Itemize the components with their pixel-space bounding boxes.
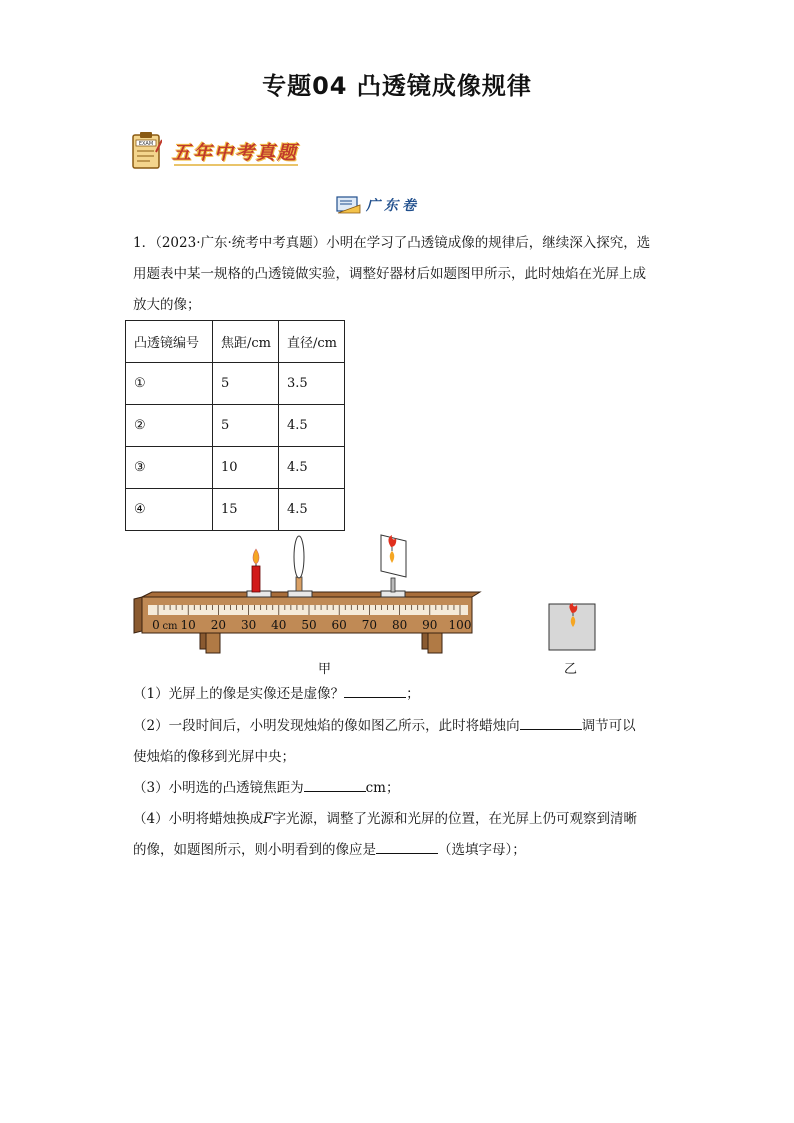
subquestion-4-text-a: （4）小明将蜡烛换成 [133, 811, 264, 827]
ruler-tick-label: 100 [448, 618, 472, 632]
figure-label-yi: 乙 [564, 662, 578, 677]
answer-blank-3[interactable] [304, 779, 366, 792]
table-cell: 10 [213, 447, 279, 489]
bench-leg-right-side [422, 633, 428, 649]
subquestion-4 [133, 804, 663, 866]
subquestion-4-F: F [263, 811, 273, 827]
ruler-tick-label: 20 [210, 618, 227, 632]
table-row [126, 447, 345, 489]
lens-holder [288, 591, 312, 597]
bench-end [134, 597, 142, 633]
question-stem-line2: 用题表中某一规格的凸透镜做实验，调整好器材后如题图甲所示，此时烛焰在光屏上成 [133, 266, 646, 282]
table-header-cell: 直径/cm [279, 321, 345, 363]
screen-post [391, 578, 395, 592]
table-cell: ② [126, 405, 213, 447]
banner-label: 五年中考真题 [172, 142, 299, 164]
ruler-scale-strip [148, 605, 468, 615]
ruler-tick-label: 30 [240, 618, 257, 632]
page-title: 专题04 凸透镜成像规律 [262, 72, 532, 100]
candle [252, 566, 260, 592]
candle-flame [253, 549, 259, 564]
subquestion-1 [133, 679, 663, 710]
subquestion-2 [133, 711, 663, 773]
subquestion-2-line2: 使烛焰的像移到光屏中央； [133, 749, 295, 765]
answer-blank-4[interactable] [376, 841, 438, 854]
ruler-book-icon [336, 195, 362, 215]
lens-spec-table [125, 320, 345, 531]
ruler-tick-label: 70 [361, 618, 378, 632]
ruler-tick-label: 0 [152, 618, 160, 632]
table-header-cell: 焦距/cm [213, 321, 279, 363]
table-cell: ④ [126, 489, 213, 531]
exam-clipboard-icon [132, 132, 162, 170]
ruler-unit-label: cm [162, 621, 178, 632]
svg-text:EXAM: EXAM [138, 141, 154, 147]
answer-blank-1[interactable] [344, 685, 406, 698]
ruler-tick-label: 10 [180, 618, 196, 632]
table-cell: ③ [126, 447, 213, 489]
table-header-cell: 凸透镜编号 [126, 321, 213, 363]
table-cell: 3.5 [279, 363, 345, 405]
ruler-tick-label: 80 [391, 618, 408, 632]
question-stem [133, 228, 663, 321]
lens-post [296, 577, 302, 591]
table-cell: 4.5 [279, 405, 345, 447]
table-cell: 15 [213, 489, 279, 531]
table-cell: 5 [213, 363, 279, 405]
subquestion-4-line2: 的像，如题图所示，则小明看到的像应是 [133, 842, 376, 858]
subquestion-4-suffix: （选填字母）； [438, 842, 526, 858]
figure-label-jia: 甲 [318, 662, 332, 677]
table-cell: 4.5 [279, 447, 345, 489]
optics-bench-figure [128, 533, 648, 683]
banner-underline [174, 164, 298, 166]
answer-blank-2[interactable] [520, 717, 582, 730]
table-cell: 5 [213, 405, 279, 447]
question-source: （2023·广东·统考中考真题） [155, 235, 327, 251]
table-cell: ① [126, 363, 213, 405]
convex-lens [294, 536, 304, 578]
question-stem-line1: 小明在学习了凸透镜成像的规律后，继续深入探究，选 [326, 235, 651, 251]
subquestion-2-suffix: 调节可以 [581, 718, 636, 734]
subquestion-1-suffix: ； [406, 686, 420, 702]
screen-yi-diagram [548, 603, 598, 653]
subquestion-3-text: （3）小明选的凸透镜焦距为 [133, 780, 304, 796]
ruler-tick-label: 60 [331, 618, 347, 632]
region-header [336, 193, 436, 217]
table-row [126, 405, 345, 447]
subquestion-4-text-b: 字光源，调整了光源和光屏的位置，在光屏上仍可观察到清晰 [272, 811, 637, 827]
table-header-row [126, 321, 345, 363]
subquestion-2-text: （2）一段时间后，小明发现烛焰的像如图乙所示，此时将蜡烛向 [133, 718, 520, 734]
table-row [126, 489, 345, 531]
table-cell: 4.5 [279, 489, 345, 531]
bench-leg-left-side [200, 633, 206, 649]
question-stem-line3: 放大的像； [133, 297, 201, 313]
bench-leg-right [428, 633, 442, 653]
ruler-tick-label: 40 [271, 618, 287, 632]
section-banner [132, 130, 322, 174]
subquestion-3-suffix: cm； [365, 780, 400, 796]
question-number: 1． [133, 235, 156, 251]
region-label: 广东卷 [366, 198, 420, 214]
ruler-tick-label: 50 [301, 618, 317, 632]
subquestion-3 [133, 773, 663, 804]
bench-leg-left [206, 633, 220, 653]
table-row [126, 363, 345, 405]
subquestion-1-text: （1）光屏上的像是实像还是虚像？ [133, 686, 345, 702]
ruler-tick-label: 90 [422, 618, 438, 632]
